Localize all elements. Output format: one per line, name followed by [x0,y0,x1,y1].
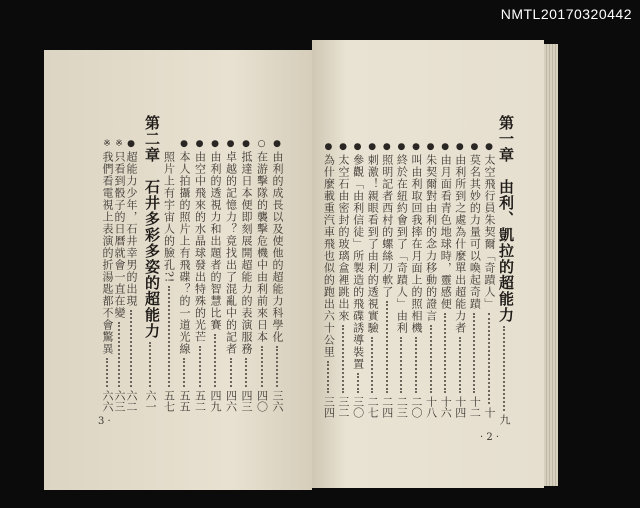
bullet-marker: ● [412,142,420,152]
entry-title: 由月面看青色地球時，靈感便 [439,154,453,310]
chapter-title: 第二章 石井多彩多姿的超能力 [143,115,161,339]
page-reference: 三二 [337,396,350,418]
dot-leader [230,358,232,387]
dot-leader [327,361,329,393]
bullet-marker: ● [426,142,435,152]
entry-title: 在游擊隊的襲擊危機中由利前來日本 [255,151,269,343]
left-page-number: 3 · [98,416,111,427]
entry-title: 太空石由密封的玻璃盒裡跳出來 [337,154,350,322]
bullet-marker: ● [195,139,204,149]
dot-leader [459,337,461,393]
dot-leader [415,337,417,393]
bullet-marker: ● [127,139,135,149]
dot-leader [276,346,278,387]
toc-entry [438,140,452,418]
toc-entry [124,137,138,412]
bullet-marker: ● [353,142,362,152]
dot-leader [168,286,170,387]
entry-title: 由利的透視力和出題者的智慧比賽 [209,151,222,331]
page-reference: 十四 [453,396,467,418]
bullet-marker: ● [273,139,281,149]
bullet-marker: ● [339,142,347,152]
bullet-marker: ● [324,142,333,152]
page-reference: 二七 [366,396,380,418]
toc-entry [255,137,269,412]
dot-leader [503,326,505,411]
entry-title: 由空中飛來的水晶球發出特殊的光芒 [193,151,207,343]
entry-title: 叫由利取回我摔在月面上的照相機 [410,154,423,334]
bullet-marker: ● [470,142,479,152]
toc-entry [177,137,191,412]
entry-title: 參觀「由利信徒」所製造的飛碟誘導裝置 [351,154,365,370]
page-reference: 四九 [209,390,222,412]
entry-title: 抵達日本便即刻展開超能力的表演服務 [240,151,253,355]
entry-title: 超能力少年，石井幸男的出現 [125,151,138,307]
dot-leader [386,301,388,393]
page-reference: 九 [498,414,511,425]
dot-leader [245,358,247,387]
page-reference: 四六 [224,390,238,412]
entry-title: 由利所到之處為什麼單出超能力者 [453,154,467,334]
toc-entry [193,137,207,412]
page-reference: 六一 [144,390,157,412]
dot-leader [106,358,108,387]
dot-leader [371,337,373,393]
page-reference: 五五 [178,390,191,412]
page-reference: 三四 [322,396,336,418]
toc-entry [321,140,335,418]
toc-entry [208,137,222,412]
bullet-marker: ● [226,139,235,149]
entry-title: 卓越的記憶力？竟找出了混亂中的記者 [224,151,238,355]
page-reference: 二三 [395,396,409,418]
entry-title: 本人拍攝的照片上有飛碟？的一道光線 [178,151,191,355]
bullet-marker: ● [242,139,250,149]
entry-title: 終於在紐約會到了「奇蹟人」由利 [395,154,409,334]
dot-leader [214,334,216,387]
dot-leader [342,325,344,393]
page-reference: 十八 [424,396,438,418]
page-reference: 四〇 [255,390,269,412]
bullet-marker: ● [382,142,391,152]
bullet-marker: ● [211,139,219,149]
toc-entry [112,137,126,412]
chapter-heading [497,115,515,425]
page-reference: 十二 [468,396,482,418]
bullet-marker: ● [485,142,493,152]
bullet-marker: ※ [115,139,123,149]
entry-title: 為什麼載重汽車飛也似的跑出六十公里 [322,154,336,358]
toc-entry [453,140,467,418]
toc-entry [394,140,408,418]
dot-leader [488,313,490,404]
page-reference: 六三 [113,390,126,412]
toc-entry [409,140,423,418]
page-edges [544,44,558,486]
entry-title: 朱契爾對由利的念力移動的證言 [424,154,438,322]
dot-leader [400,337,402,393]
page-reference: 二四 [380,396,394,418]
dot-leader [199,346,201,387]
chapter-heading [143,115,161,412]
page-reference: 十六 [439,396,453,418]
page-reference: 三〇 [351,396,365,418]
entry-title: 我們看電視上表演的折湯匙都不會驚異 [101,151,114,355]
bullet-marker: ○ [257,139,266,149]
page-reference: 五二 [193,390,207,412]
dot-leader [183,358,185,387]
dot-leader [149,342,151,387]
chapter-title: 第一章 由利、凱拉的超能力 [497,115,515,323]
bullet-marker: ● [368,142,377,152]
entry-title: 只看到骰子的日曆就會一直在變 [113,151,126,319]
bullet-marker: ● [441,142,450,152]
toc-entry [162,137,176,412]
page-reference: 四三 [240,390,253,412]
entry-title: 由利的成長以及使他的超能力科學化 [271,151,284,343]
bullet-marker: ● [180,139,188,149]
bullet-marker: ※ [103,139,111,149]
toc-entry [351,140,365,418]
archive-watermark: NMTL20170320442 [500,6,632,22]
right-page-number: · 2 · [480,432,500,443]
page-reference: 六二 [125,390,138,412]
bullet-marker: ● [397,142,406,152]
entry-title: 莫名其妙的力量可以喚起奇蹟 [468,154,482,310]
dot-leader [357,373,359,393]
toc-entry [224,137,238,412]
dot-leader [118,322,120,387]
toc-entry [336,140,350,418]
toc-entry [467,140,481,418]
dot-leader [473,313,475,393]
page-reference: 三六 [271,390,284,412]
entry-title: 照明記者西村的螺絲刀軟了 [380,154,394,298]
page-reference: 六六 [101,390,114,412]
toc-entry [239,137,253,412]
entry-title: 照片上有宇宙人的臉孔?! [162,151,176,284]
page-reference: 十 [483,407,496,418]
dot-leader [444,313,446,393]
toc-entry [365,140,379,418]
dot-leader [261,346,263,387]
toc-entry [270,137,284,412]
toc-entry [482,140,496,418]
dot-leader [130,310,132,387]
entry-title: 太空飛行員朱契爾「奇蹟人」 [483,154,496,310]
entry-title: 刺激！親眼看到了由利的透視實驗 [366,154,380,334]
page-reference: 二〇 [410,396,423,418]
page-reference: 五七 [162,390,176,412]
toc-entry [100,137,114,412]
toc-entry [380,140,394,418]
dot-leader [430,325,432,393]
toc-entry [424,140,438,418]
bullet-marker: ● [455,142,464,152]
